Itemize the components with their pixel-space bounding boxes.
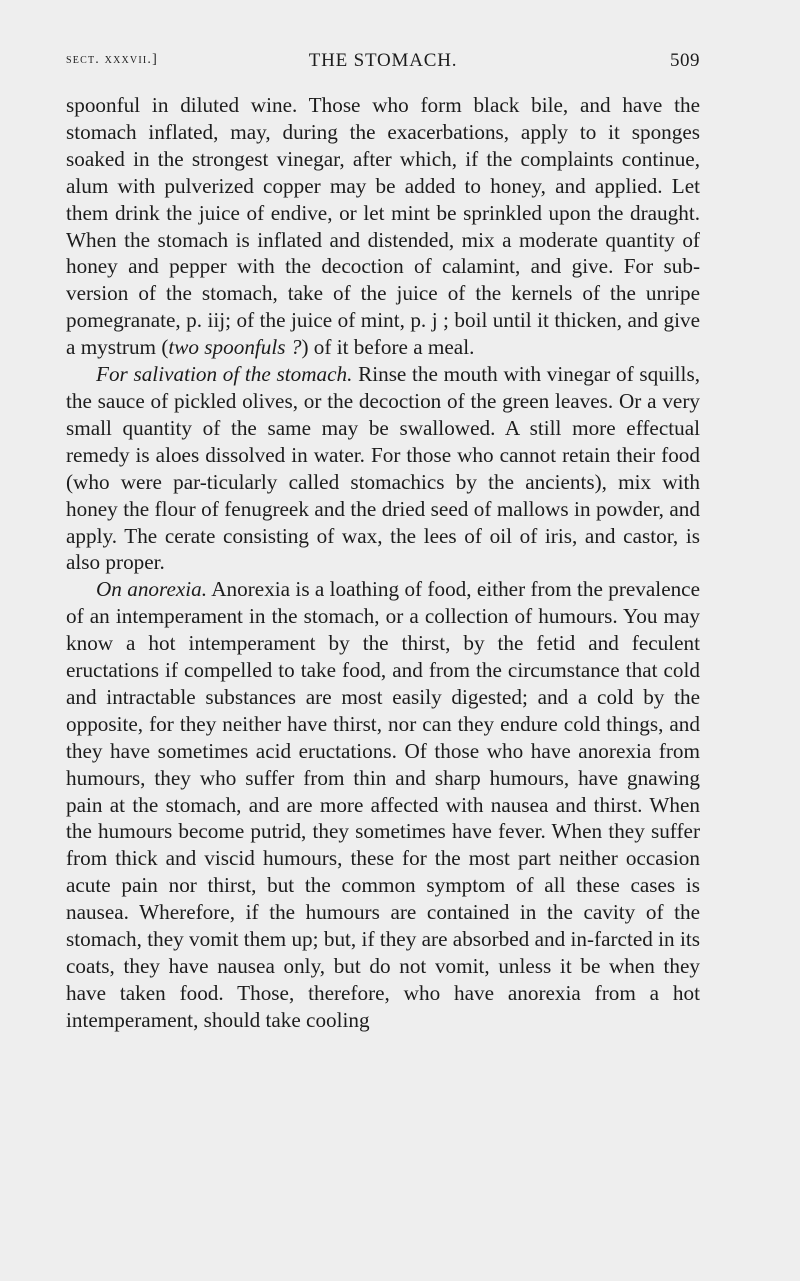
section-label: sect. xxxvii.] [66, 52, 158, 67]
page-title: THE STOMACH. [308, 50, 458, 71]
page-number: 509 [670, 50, 700, 71]
body-text [66, 92, 700, 1034]
paragraph-3 [66, 576, 700, 1033]
paragraph-3-text: Anorexia is a loathing of food, either from the prevalence of an intemperament in the stomach, or a collection of humours. You may know a hot intemperament by the thirst, by the fetid and feculent eructations if compelled to take food, and from the circumstance that cold and intractable substances are most easily digested; and a cold by the opposite, for they neither have thirst, nor can they endure cold things, and they have sometimes acid eructations. Of those who have anorexia from humours, they who suffer from thin and sharp humours, have gnawing pain at the stomach, and are more affected with nausea and thirst. When the humours become putrid, they sometimes have fever. When they suffer from thick and viscid humours, these for the most part neither occasion acute pain nor thirst, but the common symptom of all these cases is nausea. Wherefore, if the humours are contained in the cavity of the stomach, they vomit them up; but, if they are absorbed and in-farcted in its coats, they have nausea only, but do not vomit, unless it be when they have taken food. Those, therefore, who have anorexia from a hot intemperament, should take cooling [66, 577, 700, 1032]
paragraph-1-tail: ) of it before a meal. [301, 335, 475, 360]
book-page [66, 48, 700, 1034]
paragraph-1 [66, 92, 700, 361]
paragraph-2-heading: For salivation of the stomach. [96, 362, 353, 387]
paragraph-2 [66, 361, 700, 576]
paragraph-3-heading: On anorexia. [96, 577, 208, 602]
paragraph-1-italic-gloss: two spoonfuls ? [168, 335, 302, 360]
running-header [66, 48, 700, 78]
paragraph-2-text: Rinse the mouth with vinegar of squills, the sauce of pickled olives, or the decoction of the green leaves. Or a very small quantity of the same may be swallowed. A still more effectual remedy is aloes dissolved in water. For those who cannot retain their food (who were par-ticularly called stomachics by the ancients), mix with honey the flour of fenugreek and the dried seed of mallows in powder, and apply. The cerate consisting of wax, the lees of oil of iris, and castor, is also proper. [66, 362, 700, 575]
paragraph-1-text: spoonful in diluted wine. Those who form black bile, and have the stomach inflated, may, during the exacerbations, apply to it sponges soaked in the strongest vinegar, after which, if the complaints continue, alum with pulverized copper may be added to honey, and applied. Let them drink the juice of endive, or let mint be sprinkled upon the draught. When the stomach is inflated and distended, mix a moderate quantity of honey and pepper with the decoction of calamint, and give. For sub-version of the stomach, take of the juice of the kernels of the unripe pomegranate, p. iij; of the juice of mint, p. j ; boil until it thicken, and give a mystrum ( [66, 93, 700, 360]
